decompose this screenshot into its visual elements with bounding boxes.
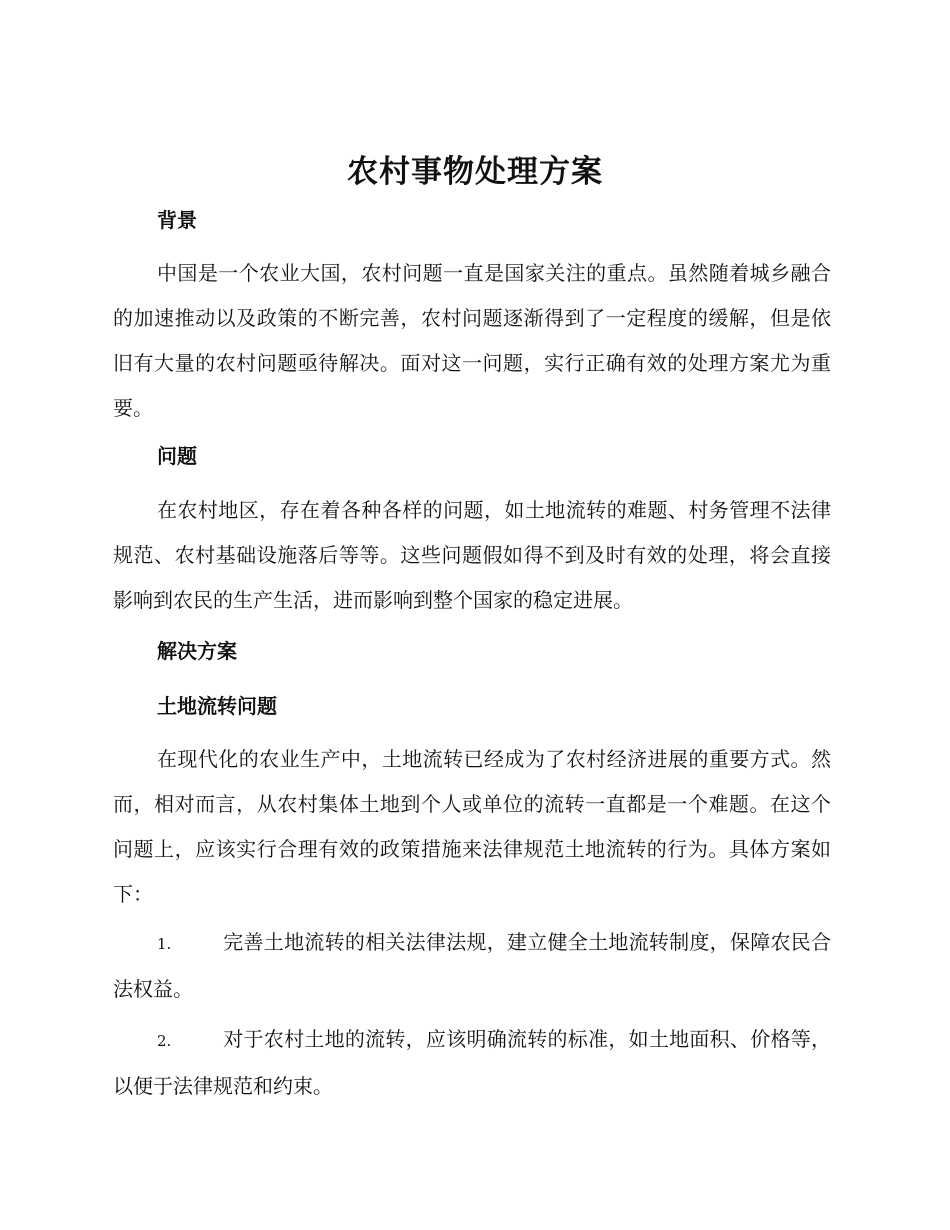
list-item-text: 对于农村土地的流转，应该明确流转的标准，如土地面积、价格等，以便于法律规范和约束。 <box>113 1027 831 1098</box>
list-item-number: 2. <box>157 1032 172 1050</box>
section-heading-solution: 解决方案 <box>157 639 237 663</box>
list-item-text: 完善土地流转的相关法律法规，建立健全土地流转制度，保障农民合法权益。 <box>113 930 831 1001</box>
list-item-number: 1. <box>157 935 172 953</box>
section-heading-background: 背景 <box>157 208 197 232</box>
paragraph-background: 中国是一个农业大国，农村问题一直是国家关注的重点。虽然随着城乡融合的加速推动以及政策的不断完善，农村问题逐渐得到了一定程度的缓解，但是依旧有大量的农村问题亟待解决。面对这一问题，实行正确有效的处理方案尤为重要。 <box>113 261 831 420</box>
section-heading-problem: 问题 <box>157 444 197 468</box>
subsection-heading-land: 土地流转问题 <box>157 694 277 718</box>
list-item <box>113 920 831 1012</box>
paragraph-land: 在现代化的农业生产中，土地流转已经成为了农村经济进展的重要方式。然而，相对而言，从农村集体土地到个人或单位的流转一直都是一个难题。在这个问题上，应该实行合理有效的政策措施来法律规范土地流转的行为。具体方案如下： <box>113 747 831 906</box>
list-item <box>113 1017 831 1109</box>
paragraph-problem: 在农村地区，存在着各种各样的问题，如土地流转的难题、村务管理不法律规范、农村基础设施落后等等。这些问题假如得不到及时有效的处理，将会直接影响到农民的生产生活，进而影响到整个国家的稳定进展。 <box>113 498 831 612</box>
document-title: 农村事物处理方案 <box>347 154 603 190</box>
